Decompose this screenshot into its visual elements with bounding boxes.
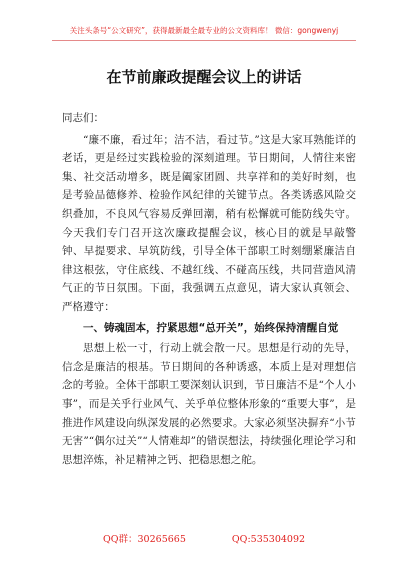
document-body bbox=[62, 109, 356, 469]
footer-qq: QQ:535304092 bbox=[231, 534, 306, 545]
footer-contact bbox=[0, 531, 408, 545]
section-heading: 一、铸魂固本，拧紧思想“总开关”，始终保持清醒自觉 bbox=[83, 321, 339, 334]
header-note: 关注头条号“公文研究”，获得最新最全最专业的公文资料库！ 微信：gongwenyj bbox=[69, 26, 339, 35]
intro-paragraph: “廉不廉，看过年；洁不洁，看过节。”这是大家耳熟能详的老话，更是经过实践检验的深刻道理。节日期间，人情往来密集、社交活动增多，既是阖家团圆、共享祥和的美好时刻，也是考验品德修养、检验作风纪律的关键节点。各类诱惑风险交织叠加，不良风气容易反弹回潮，稍有松懈就可能防线失守。今天我们专门召开这次廉政提醒会议，核心目的就是早敲警钟、早提要求、早筑防线，引导全体干部职工时刻绷紧廉洁自律这根弦，守住底线、不越红线、不碰高压线，共同营造风清气正的节日氛围。下面，我强调五点意见，请大家认真领会、严格遵守： bbox=[62, 133, 356, 313]
footer-qq-group: QQ群：30265665 bbox=[102, 534, 186, 545]
header-divider bbox=[52, 40, 356, 41]
document-title: 在节前廉政提醒会议上的讲话 bbox=[106, 68, 302, 86]
salutation: 同志们： bbox=[62, 112, 104, 124]
section-paragraph: 思想上松一寸，行动上就会散一尺。思想是行动的先导，信念是廉洁的根基。节日期间的各种诱惑，本质上是对理想信念的考验。全体干部职工要深刻认识到，节日廉洁不是“个人小事”，而是关乎行业风气、关乎单位整体形象的“重要大事”，是推进作风建设向纵深发展的必然要求。大家必须坚决摒弃“小节无害”“偶尔过关”“人情难却”的错误想法，持续强化理论学习和思想淬炼，补足精神之钙、把稳思想之舵。 bbox=[62, 342, 356, 466]
